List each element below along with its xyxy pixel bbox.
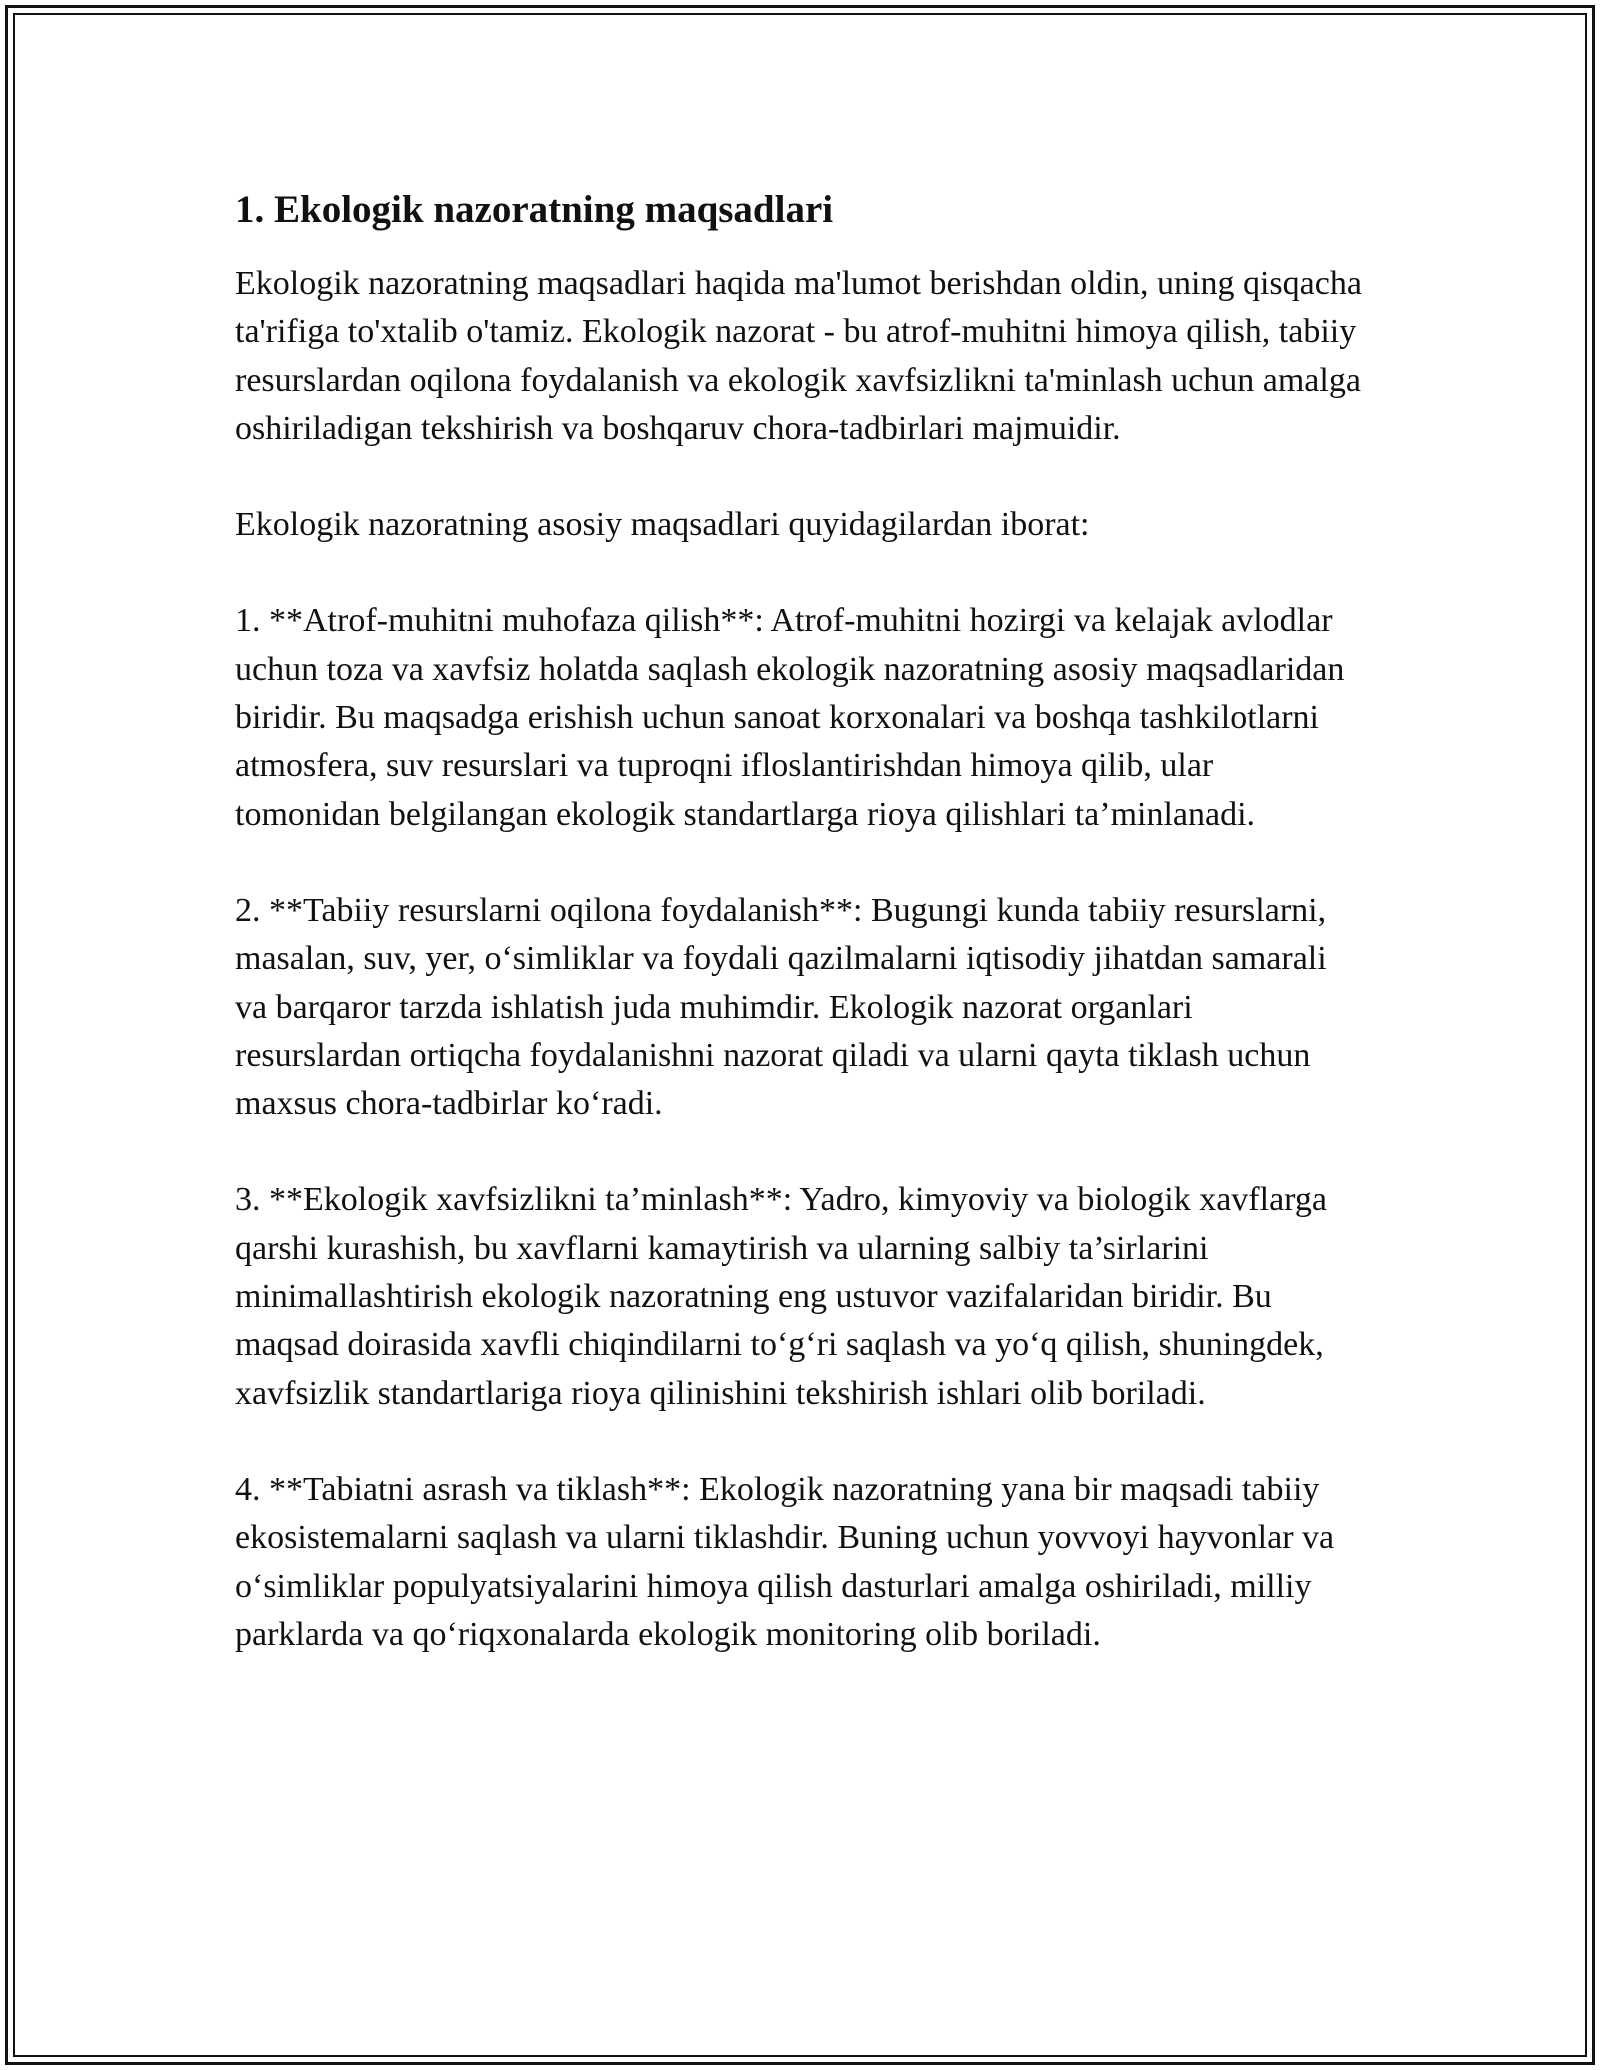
intro-paragraph: Ekologik nazoratning maqsadlari haqida ma'lumot berishdan oldin, uning qisqacha ta'rifiga to'xtalib o'tamiz. Ekologik nazorat - bu atrof-muhitni himoya qilish, tabiiy resurslardan oqilona foydalanish va ekologik xavfsizlikni ta'minlash uchun amalga oshiriladigan tekshirish va boshqaruv chora-tadbirlari majmuidir. — [235, 265, 1362, 447]
goals-lead-paragraph: Ekologik nazoratning asosiy maqsadlari quyidagilardan iborat: — [235, 506, 1090, 544]
goal-item-4: 4. **Tabiatni asrash va tiklash**: Ekologik nazoratning yana bir maqsadi tabiiy ekosistemalarni saqlash va ularni tiklashdir. Buning uchun yovvoyi hayvonlar va o‘simliklar populyatsiyalarini himoya qilish dasturlari amalga oshiriladi, milliy parklarda va qo‘riqxonalarda ekologik monitoring olib boriladi. — [235, 1470, 1335, 1653]
document-body — [235, 185, 1365, 1707]
goal-item-2: 2. **Tabiiy resurslarni oqilona foydalanish**: Bugungi kunda tabiiy resurslarni, masalan, suv, yer, o‘simliklar va foydali qazilmalarni iqtisodiy jihatdan samarali va barqaror tarzda ishlatish juda muhimdir. Ekologik nazorat organlari resurslardan ortiqcha foydalanishni nazorat qiladi va ularni qayta tiklash uchun maxsus chora-tadbirlar ko‘radi. — [235, 891, 1327, 1123]
goal-item-3: 3. **Ekologik xavfsizlikni ta’minlash**: Yadro, kimyoviy va biologik xavflarga qarshi kurashish, bu xavflarni kamaytirish va ularning salbiy ta’sirlarini minimallashtirish ekologik nazoratning eng ustuvor vazifalaridan biridir. Bu maqsad doirasida xavfli chiqindilarni to‘g‘ri saqlash va yo‘q qilish, shuningdek, xavfsizlik standartlariga rioya qilinishini tekshirish ishlari olib boriladi. — [235, 1181, 1327, 1412]
section-heading: 1. Ekologik nazoratning maqsadlari — [235, 188, 834, 231]
goal-item-1: 1. **Atrof-muhitni muhofaza qilish**: Atrof-muhitni hozirgi va kelajak avlodlar uchun toza va xavfsiz holatda saqlash ekologik nazoratning asosiy maqsadlaridan biridir. Bu maqsadga erishish uchun sanoat korxonalari va boshqa tashkilotlarni atmosfera, suv resurslari va tuproqni ifloslantirishdan himoya qilib, ular tomonidan belgilangan ekologik standartlarga rioya qilishlari ta’minlanadi. — [235, 602, 1345, 833]
